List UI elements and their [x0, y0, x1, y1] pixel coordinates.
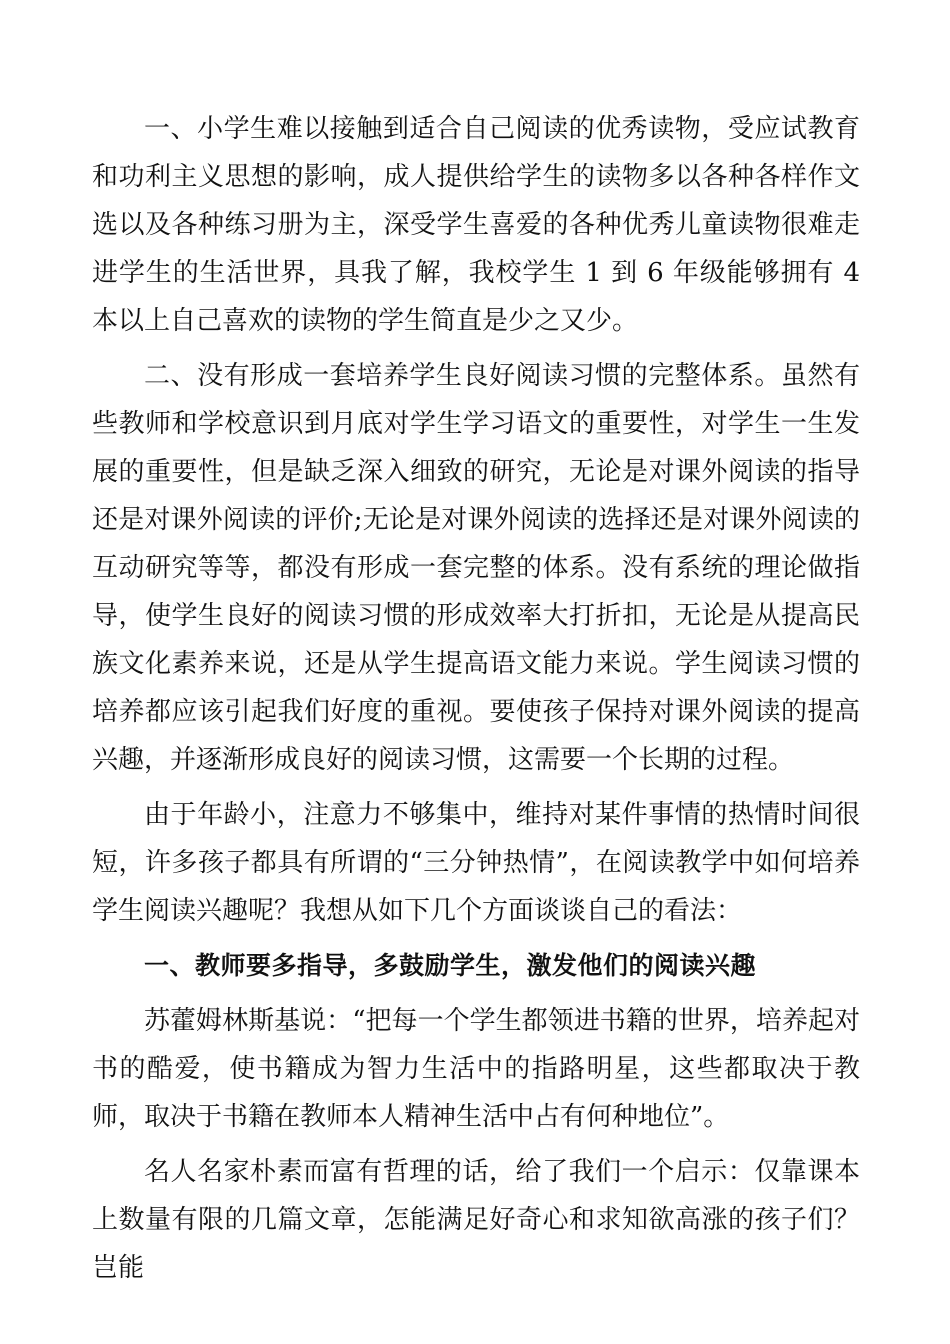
section-heading: 一、教师要多指导，多鼓励学生，激发他们的阅读兴趣: [144, 951, 757, 980]
paragraph-inspiration: 名人名家朴素而富有哲理的话，给了我们一个启示：仅靠课本上数量有限的几篇文章，怎能满足好奇心和求知欲高涨的孩子们？岂能: [92, 1157, 860, 1283]
paragraph-reading-system: 二、没有形成一套培养学生良好阅读习惯的完整体系。虽然有些教师和学校意识到月底对学生学习语文的重要性，对学生一生发展的重要性，但是缺乏深入细致的研究，无论是对课外阅读的指导还是对课外阅读的评价;无论是对课外阅读的选择还是对课外阅读的互动研究等等，都没有形成一套完整的体系。没有系统的理论做指导，使学生良好的阅读习惯的形成效率大打折扣，无论是从提高民族文化素养来说，还是从学生提高语文能力来说。学生阅读习惯的培养都应该引起我们好度的重视。要使孩子保持对课外阅读的提高兴趣，并逐渐形成良好的阅读习惯，这需要一个长期的过程。: [92, 361, 860, 775]
paragraph-reading-materials: 一、小学生难以接触到适合自己阅读的优秀读物，受应试教育和功利主义思想的影响，成人提供给学生的读物多以各种各样作文选以及各种练习册为主，深受学生喜爱的各种优秀儿童读物很难走进学生的生活世界，具我了解，我校学生 1 到 6 年级能够拥有 4 本以上自己喜欢的读物的学生简直是少之又少。: [92, 114, 860, 336]
document-page: [92, 105, 860, 1299]
paragraph-quote: 苏藿姆林斯基说：“把每一个学生都领进书籍的世界，培养起对书的酷爱，使书籍成为智力生活中的指路明星，这些都取决于教师，取决于书籍在教师本人精神生活中占有何种地位”。: [92, 1006, 860, 1132]
paragraph-interest-intro: 由于年龄小，注意力不够集中，维持对某件事情的热情时间很短，许多孩子都具有所谓的“三分钟热情”，在阅读教学中如何培养学生阅读兴趣呢？我想从如下几个方面谈谈自己的看法：: [92, 800, 860, 926]
